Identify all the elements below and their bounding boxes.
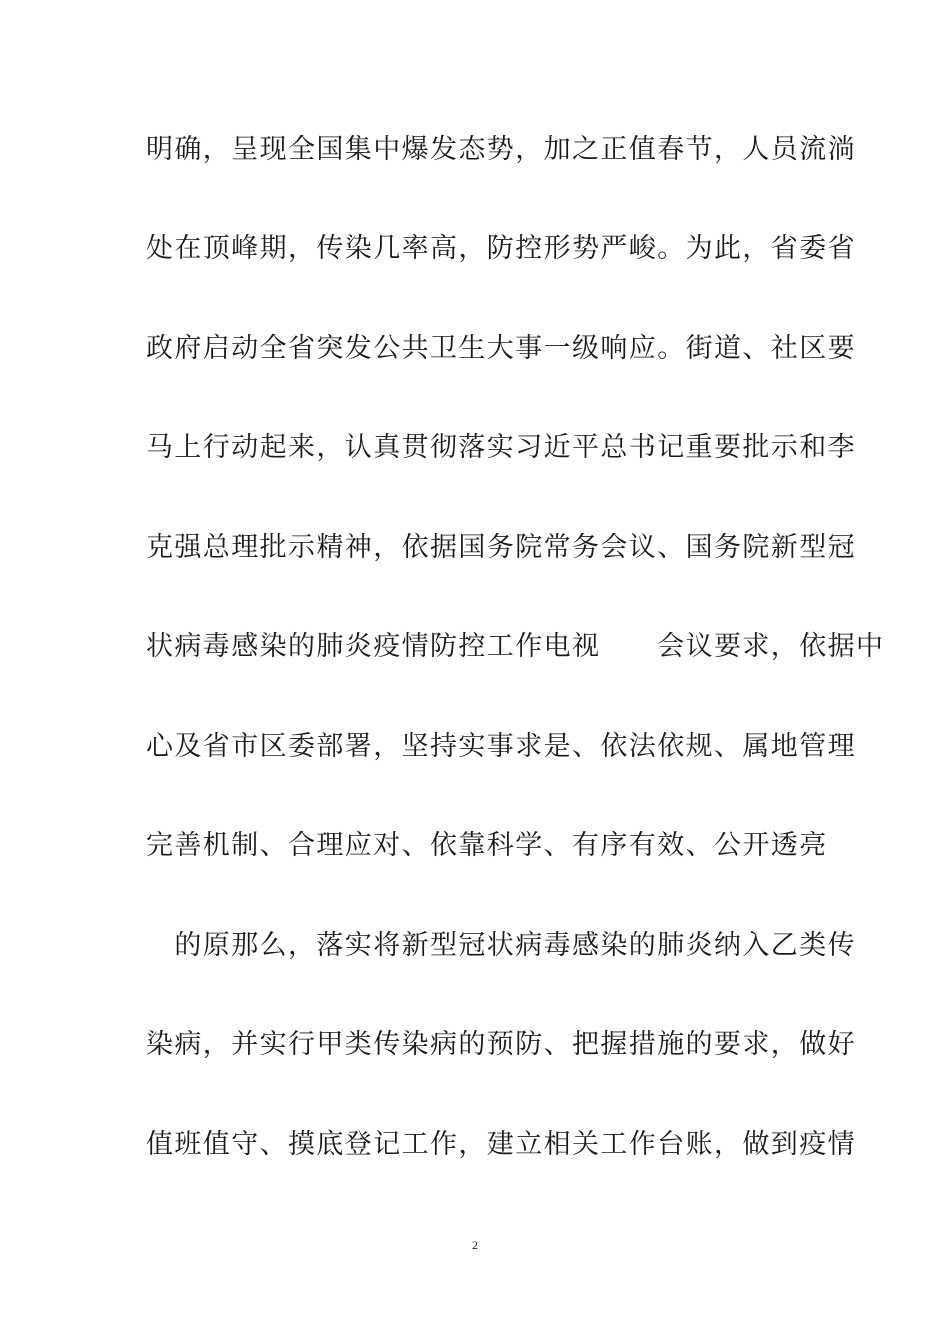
body-text-line: 明确，呈现全国集中爆发态势，加之正值春节，人员流淌	[146, 134, 856, 165]
body-text-line: 完善机制、合理应对、依靠科学、有序有效、公开透亮	[146, 830, 828, 861]
page-number: 2	[472, 1238, 478, 1252]
body-text-line: 值班值守、摸底登记工作，建立相关工作台账，做到疫情	[146, 1129, 856, 1160]
body-text-line: 处在顶峰期，传染几率高，防控形势严峻。为此，省委省	[146, 233, 856, 264]
body-text-line: 状病毒感染的肺炎疫情防控工作电视 会议要求，依据中	[146, 631, 885, 662]
body-text-line: 染病，并实行甲类传染病的预防、把握措施的要求，做好	[146, 1029, 856, 1060]
body-text-line: 克强总理批示精神，依据国务院常务会议、国务院新型冠	[146, 532, 856, 563]
body-text-line: 政府启动全省突发公共卫生大事一级响应。街道、社区要	[146, 333, 856, 364]
body-text-line: 心及省市区委部署，坚持实事求是、依法依规、属地管理	[146, 731, 856, 762]
body-text-line: 马上行动起来，认真贯彻落实习近平总书记重要批示和李	[146, 432, 856, 463]
body-text-line: 的原那么，落实将新型冠状病毒感染的肺炎纳入乙类传	[146, 930, 856, 961]
